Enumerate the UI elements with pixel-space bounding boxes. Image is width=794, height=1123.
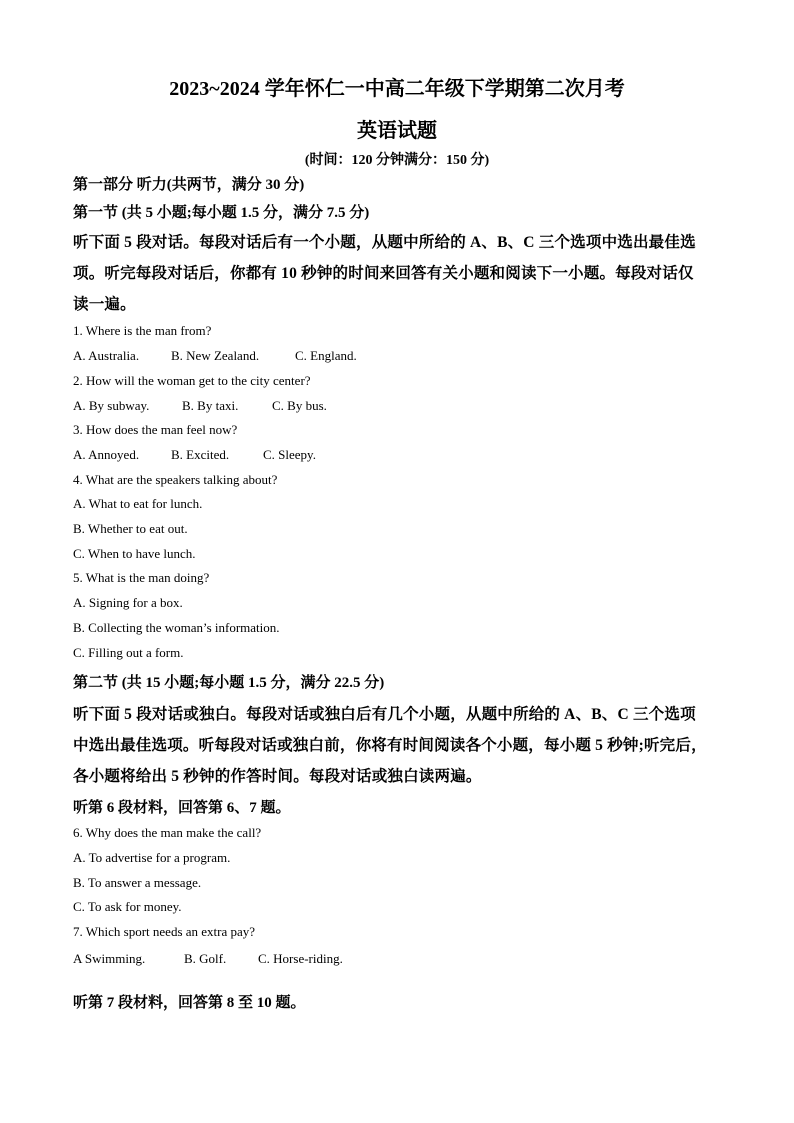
option-b: B. Collecting the woman’s information.: [73, 620, 280, 635]
question-options: [73, 447, 316, 463]
question-stem: 2. How will the woman get to the city center?: [73, 373, 311, 388]
section2-instruction-line: 中选出最佳选项。听每段对话或独白前，你将有时间阅读各个小题，每小题 5 秒钟;听完后，: [73, 737, 707, 754]
option-b: B. By taxi.: [182, 398, 239, 413]
material-heading: 听第 7 段材料，回答第 8 至 10 题。: [73, 995, 306, 1011]
section1-heading: 第一节 (共 5 小题;每小题 1.5 分，满分 7.5 分): [73, 205, 370, 221]
question-stem: 1. Where is the man from?: [73, 323, 212, 338]
section2-instruction-line: 听下面 5 段对话或独白。每段对话或独白后有几个小题，从题中所给的 A、B、C 三个选项: [73, 706, 696, 723]
question-stem: 6. Why does the man make the call?: [73, 825, 262, 840]
question-stem: 4. What are the speakers talking about?: [73, 472, 278, 487]
question-options: [73, 348, 357, 364]
option-b: B. Excited.: [171, 447, 230, 462]
option-c: C. By bus.: [272, 398, 327, 413]
question-options: [73, 398, 327, 414]
option-c: C. Filling out a form.: [73, 645, 184, 660]
option-a: A. By subway.: [73, 398, 150, 413]
section1-instruction-line: 读一遍。: [73, 296, 136, 313]
option-a: A. What to eat for lunch.: [73, 496, 203, 511]
option-a: A. To advertise for a program.: [73, 850, 231, 865]
question-stem: 7. Which sport needs an extra pay?: [73, 924, 256, 939]
option-c: C. To ask for money.: [73, 899, 182, 914]
option-c: C. Horse-riding.: [258, 951, 343, 966]
exam-title: 2023~2024 学年怀仁一中高二年级下学期第二次月考: [169, 78, 625, 100]
section1-instruction-line: 项。听完每段对话后，你都有 10 秒钟的时间来回答有关小题和阅读下一小题。每段对话仅: [73, 265, 694, 282]
option-a: A. Annoyed.: [73, 447, 140, 462]
question-stem: 3. How does the man feel now?: [73, 422, 238, 437]
section2-instruction-line: 各小题将给出 5 秒钟的作答时间。每段对话或独白读两遍。: [73, 768, 482, 785]
option-c: C. Sleepy.: [263, 447, 316, 462]
option-c: C. England.: [295, 348, 357, 363]
option-b: B. To answer a message.: [73, 875, 202, 890]
option-a: A Swimming.: [73, 951, 146, 966]
option-b: B. Golf.: [184, 951, 227, 966]
question-stem: 5. What is the man doing?: [73, 570, 210, 585]
section2-heading: 第二节 (共 15 小题;每小题 1.5 分，满分 22.5 分): [73, 675, 385, 691]
part1-heading: 第一部分 听力(共两节，满分 30 分): [73, 177, 305, 193]
option-b: B. New Zealand.: [171, 348, 260, 363]
option-b: B. Whether to eat out.: [73, 521, 188, 536]
section1-instruction-line: 听下面 5 段对话。每段对话后有一个小题，从题中所给的 A、B、C 三个选项中选出最佳选: [73, 234, 696, 251]
question-options: [73, 951, 343, 967]
time-info: (时间：120 分钟满分：150 分): [304, 153, 490, 168]
material-heading: 听第 6 段材料，回答第 6、7 题。: [73, 800, 291, 816]
option-c: C. When to have lunch.: [73, 546, 196, 561]
option-a: A. Signing for a box.: [73, 595, 183, 610]
exam-subtitle: 英语试题: [357, 120, 437, 142]
option-a: A. Australia.: [73, 348, 140, 363]
